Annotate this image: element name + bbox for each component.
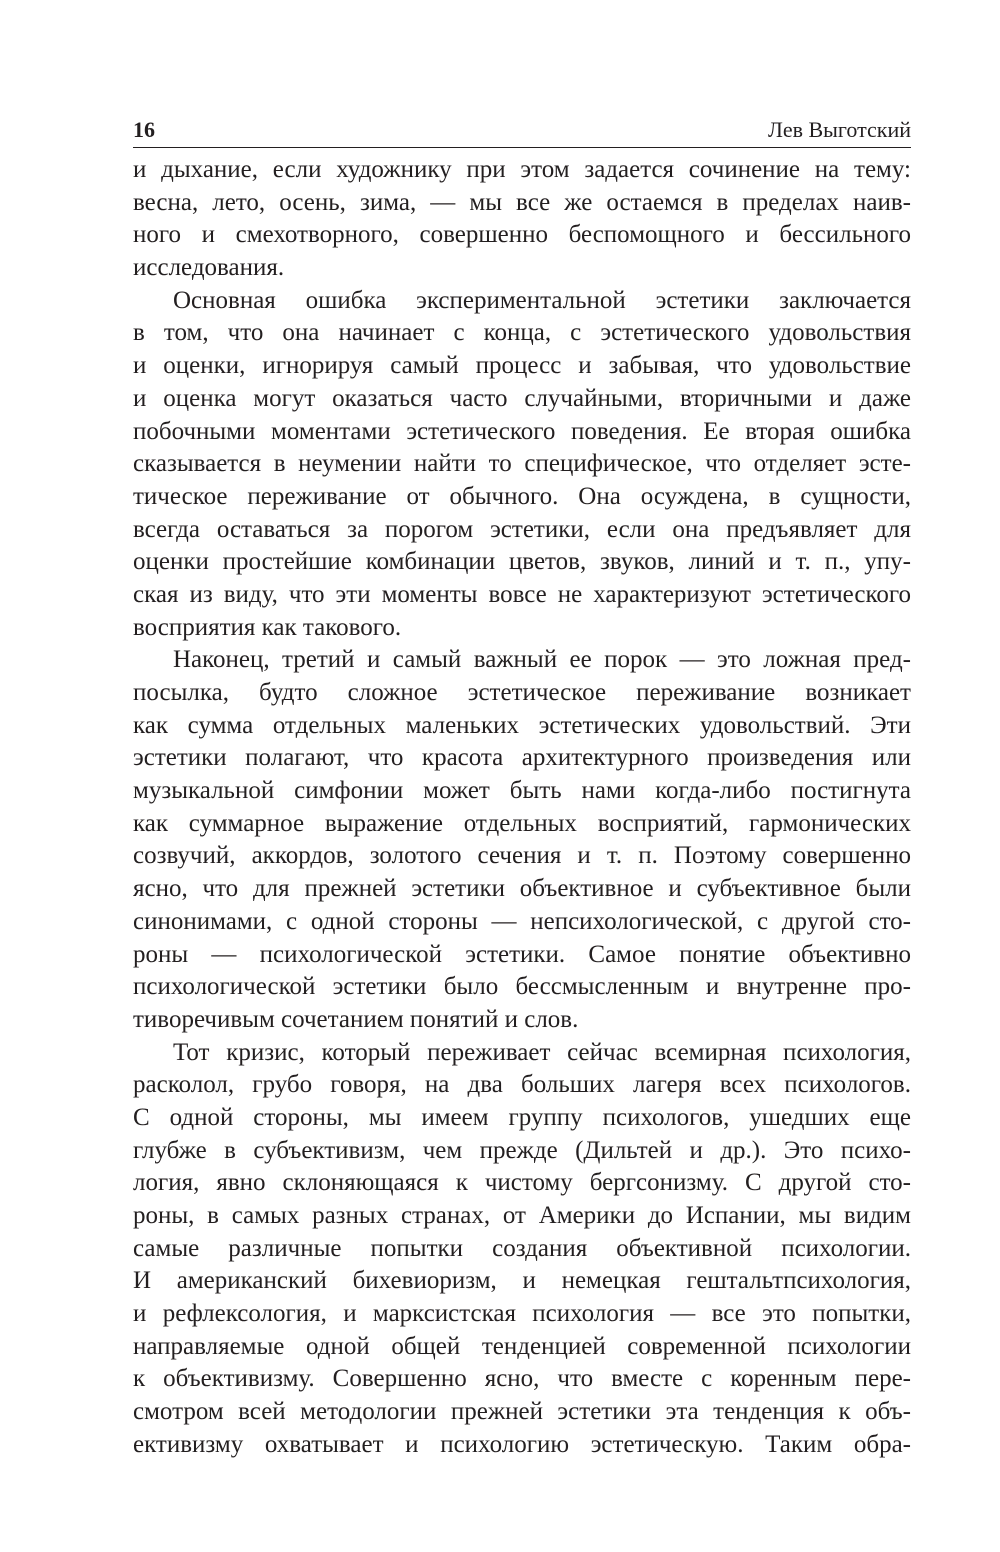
text-line: в том, что она начинает с конца, с эстетического удовольствия: [133, 319, 911, 347]
text-line: тиворечивым сочетанием понятий и слов.: [133, 1005, 579, 1033]
text-line: ного и смехотворного, совершенно беспомощного и бессильного: [133, 221, 911, 249]
text-line: к объективизму. Совершенно ясно, что вместе с коренным пере-: [133, 1365, 911, 1393]
text-line: синонимами, с одной стороны — непсихологической, с другой сто-: [133, 907, 911, 935]
text-line: как сумма отдельных маленьких эстетических удовольствий. Эти: [133, 711, 911, 739]
text-line: роны — психологической эстетики. Самое понятие объективно: [133, 940, 911, 968]
text-line: весна, лето, осень, зима, — мы все же остаемся в пределах наив-: [133, 188, 911, 216]
text-line: роны, в самых разных странах, от Америки до Испании, мы видим: [133, 1202, 911, 1229]
running-head-author: Лев Выготский: [768, 117, 911, 142]
text-line: восприятия как такового.: [133, 613, 402, 641]
text-line: и оценки, игнорируя самый процесс и забывая, что удовольствие: [133, 352, 911, 380]
text-line: глубже в субъективизм, чем прежде (Дильтей и др.). Это психо-: [133, 1136, 911, 1164]
text-line: эстетики полагают, что красота архитектурного произведения или: [133, 744, 911, 772]
text-line: побочными моментами эстетического поведения. Ее вторая ошибка: [133, 417, 911, 445]
paragraph: [133, 1037, 911, 1462]
text-line: созвучий, аккордов, золотого сечения и т. п. Поэтому совершенно: [133, 842, 911, 870]
paragraph: [133, 285, 911, 645]
paragraph: [133, 154, 911, 285]
text-line: посылка, будто сложное эстетическое переживание возникает: [133, 679, 911, 706]
page-number: 16: [133, 117, 155, 142]
text-line: тическое переживание от обычного. Она осуждена, в сущности,: [133, 482, 911, 510]
text-line: ективизму охватывает и психологию эстетическую. Таким обра-: [133, 1430, 911, 1458]
text-line: Основная ошибка экспериментальной эстетики заключается: [173, 286, 911, 314]
text-line: смотром всей методологии прежней эстетики эта тенденция к объ-: [133, 1398, 911, 1426]
text-line: расколол, грубо говоря, на два больших лагеря всех психологов.: [133, 1071, 911, 1099]
text-line: музыкальной симфонии может быть нами когда-либо постигнута: [133, 777, 911, 805]
text-line: и дыхание, если художнику при этом задается сочинение на тему:: [133, 156, 911, 183]
text-line: Тот кризис, который переживает сейчас всемирная психология,: [173, 1038, 911, 1066]
text-line: психологической эстетики было бессмысленным и внутренне про-: [133, 973, 911, 1001]
text-line: всегда оставаться за порогом эстетики, если она предъявляет для: [133, 515, 911, 543]
text-line: Наконец, третий и самый важный ее порок — это ложная пред-: [173, 646, 911, 674]
text-line: и рефлексология, и марксистская психология — все это попытки,: [133, 1300, 911, 1328]
text-line: направляемые одной общей тенденцией современной психологии: [133, 1332, 911, 1360]
text-line: ская из виду, что эти моменты вовсе не характеризуют эстетического: [133, 580, 911, 608]
running-header: [133, 115, 911, 148]
text-line: ясно, что для прежней эстетики объективное и субъективное были: [133, 875, 911, 903]
text-line: оценки простейшие комбинации цветов, звуков, линий и т. п., упу-: [133, 548, 911, 576]
book-page: [133, 115, 911, 1462]
body-text: [133, 154, 911, 1462]
text-line: самые различные попытки создания объективной психологии.: [133, 1234, 911, 1262]
text-line: как суммарное выражение отдельных восприятий, гармонических: [133, 809, 911, 837]
paragraph: [133, 644, 911, 1036]
text-line: исследования.: [133, 254, 285, 282]
text-line: И американский бихевиоризм, и немецкая гештальтпсихология,: [133, 1267, 911, 1295]
text-line: С одной стороны, мы имеем группу психологов, ушедших еще: [133, 1103, 911, 1131]
text-line: сказывается в неумении найти то специфическое, что отделяет эсте-: [133, 450, 911, 478]
text-line: логия, явно склоняющаяся к чистому бергсонизму. С другой сто-: [133, 1169, 911, 1197]
text-line: и оценка могут оказаться часто случайными, вторичными и даже: [133, 384, 911, 412]
